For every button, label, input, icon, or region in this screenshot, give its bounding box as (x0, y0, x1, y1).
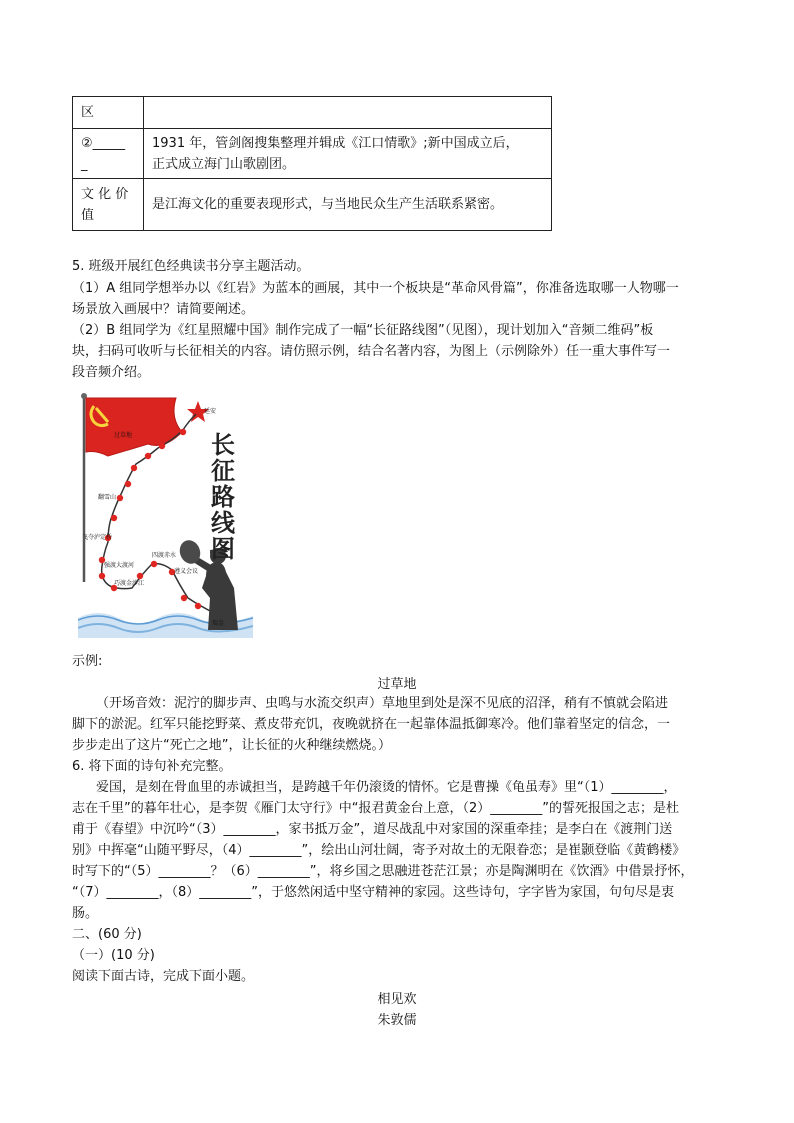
blank-label-b: _ (81, 156, 88, 172)
map-label: 强渡大渡河 (104, 562, 135, 569)
map-label: 过草地 (114, 432, 133, 439)
info-table (72, 96, 552, 231)
example-heading: 过草地 (377, 677, 417, 692)
example-label: 示例: (72, 654, 103, 669)
q6-text: “（7）________，（8）________”，于悠然闲适中坚守精神的家园。这些诗句，字字皆为家国，句句尽是衷 (72, 885, 675, 900)
map-label: 延安 (204, 408, 217, 415)
table-text: 正式成立海门山歌剧团。 (152, 156, 296, 172)
q6-text: 时写下的“（5）________？（6）________”，将乡国之思融进苍茫江景；亦是陶渊明在《饮酒》中借景抒怀， (72, 864, 694, 879)
map-label: 四渡赤水 (152, 552, 177, 559)
q6-text: 别》中挥毫“山随平野尽，（4）________”，绘出山河壮阔，寄予对故土的无限眷恋；是崔颢登临《黄鹤楼》 (72, 843, 686, 858)
map-title (208, 432, 238, 562)
table-cell-label (73, 129, 144, 179)
instruction-text: 阅读下面古诗，完成下面小题。 (72, 969, 255, 984)
map-title-char: 路 (211, 483, 235, 511)
map-label: 遵义会议 (174, 568, 199, 575)
map-label: 瑞金 (212, 620, 225, 627)
table-cell-label (73, 179, 144, 231)
poem-title: 相见欢 (377, 992, 417, 1007)
q5-text: （2）B 组同学为《红星照耀中国》制作完成了一幅“长征路线图”（见图），现计划加入“音频二维码”板 (72, 323, 654, 338)
map-title-char: 征 (211, 457, 235, 485)
blank-label-a: ②_____ (81, 135, 126, 151)
q5-text: （1）A 组同学想举办以《红岩》为蓝本的画展，其中一个板块是“革命风骨篇”，你准备选取哪一人物哪一 (72, 281, 679, 296)
q6-title: 6. 将下面的诗句补充完整。 (72, 759, 232, 774)
table-text: 1931 年，管剑阁搜集整理并辑成《江口情歌》;新中国成立后， (152, 135, 519, 151)
q6-text: 爱国，是刻在骨血里的赤诚担当，是跨越千年仍滚烫的情怀。它是曹操《龟虽寿》里“（1）________， (96, 780, 677, 795)
map-label: 飞夺泸定桥 (82, 534, 113, 541)
q6-text: 甫于《春望》中沉吟“（3）________，家书抵万金”，道尽战乱中对家国的深重牵挂；是李白在《渡荆门送 (72, 822, 673, 837)
q5-text: 块，扫码可收听与长征相关的内容。请仿照示例，结合名著内容，为图上（示例除外）任一重大事件写一 (72, 344, 671, 359)
poem-author: 朱敦儒 (377, 1013, 417, 1028)
q5-text: 场景放入画展中？请简要阐述。 (72, 302, 255, 317)
map-label: 翻雪山 (98, 494, 117, 501)
example-text: 脚下的淤泥。红军只能挖野菜、煮皮带充饥，夜晚就挤在一起靠体温抵御寒冷。他们靠着坚定的信念，一 (72, 717, 671, 732)
map-title-char: 图 (211, 535, 235, 563)
q6-text: 志在千里”的暮年壮心，是李贺《雁门太守行》中“报君黄金台上意，（2）________”的誓死报国之志；是杜 (72, 801, 679, 816)
example-text: 步步走出了这片“死亡之地”，让长征的火种继续燃烧。） (72, 738, 391, 753)
table-label: 文 化 价 (81, 186, 129, 202)
table-cell-value (144, 97, 552, 129)
example-text: （开场音效：泥泞的脚步声、虫鸣与水流交织声）草地里到处是深不见底的沼泽，稍有不慎就会陷进 (96, 696, 669, 711)
q6-text: 肠。 (72, 906, 99, 921)
table-label: 值 (81, 207, 95, 223)
table-cell-value: 是江海文化的重要表现形式，与当地民众生产生活联系紧密。 (144, 179, 552, 231)
q5-text: 段音频介绍。 (72, 365, 151, 380)
map-label: 巧渡金沙江 (114, 580, 145, 587)
map-title-char: 线 (211, 509, 235, 537)
table-cell-label: 区 (73, 97, 144, 129)
long-march-map (78, 392, 253, 638)
table-cell-value (144, 129, 552, 179)
map-title-char: 长 (211, 431, 235, 459)
section-title: 二、(60 分) (72, 927, 142, 942)
subsection-title: （一）(10 分) (72, 948, 155, 963)
q5-title: 5. 班级开展红色经典读书分享主题活动。 (72, 259, 310, 274)
